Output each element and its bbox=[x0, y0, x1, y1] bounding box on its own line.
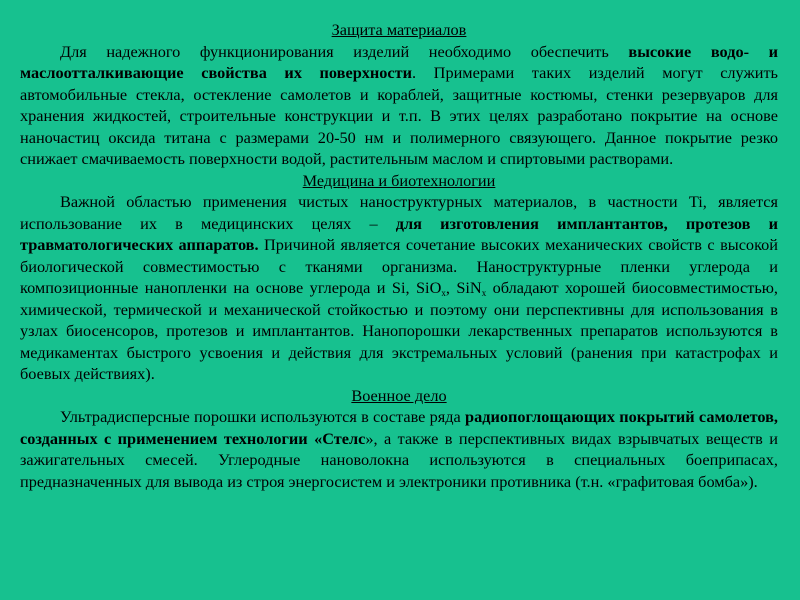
text-run: Ультрадисперсные порошки используются в составе ряда bbox=[60, 407, 466, 426]
section-heading-materials-protection: Защита материалов bbox=[331, 20, 467, 39]
text-run: . Примерами таких изделий могут служить автомобильные стекла, остекление самолетов и кораблей, защитные костюмы, стенки резервуаров для хранения жидкостей, строительные конструкции и т.п. В этих целях разработано покрытие на основе наночастиц оксида титана с размерами 20-50 нм и полимерного связующего. Данное покрытие резко снижает смачиваемость поверхности водой, растительным маслом и спиртовыми растворами. bbox=[20, 63, 778, 168]
text-run: , SiN bbox=[445, 278, 482, 297]
paragraph-military bbox=[20, 406, 778, 492]
subscript-x: x bbox=[481, 288, 487, 298]
bold-text-run: высокие водо- и маслоотталкивающие свойства их поверхности bbox=[20, 41, 778, 82]
slide-content bbox=[20, 19, 778, 492]
text-run: обладают хорошей биосовместимостью, химической, термической и механической стойкостью и поэтому они перспективны для использования в узлах биосенсоров, протезов и имплантантов. Нанопорошки лекарственных препаратов используются в медикаментах быстрого усвоения и действия для экстремальных условий (ранения при катастрофах и боевых действиях). bbox=[20, 278, 779, 383]
text-run: Причиной является сочетание высоких механических свойств с высокой биологической совместимостью с тканями организма. Наноструктурные пленки углерода и композиционные нанопленки на основе углерода и Si, SiO bbox=[20, 235, 778, 297]
subscript-x: x bbox=[441, 288, 446, 298]
paragraph-medicine bbox=[20, 191, 778, 385]
section-heading-medicine: Медицина и биотехнологии bbox=[302, 170, 496, 190]
bold-text-run: радиопоглощающих покрытий самолетов, созданных с применением технологии «Стелс bbox=[20, 407, 778, 448]
text-run: Для надежного функционирования изделий необходимо обеспечить bbox=[60, 41, 629, 61]
section-heading-military: Военное дело bbox=[351, 385, 447, 405]
text-run: Важной областью применения чистых наноструктурных материалов, в частности Ti, является использование их в медицинских целях – bbox=[20, 192, 778, 233]
text-run: », а также в перспективных видах взрывчатых веществ и зажигательных смесей. Углеродные нановолокна используются в специальных боеприпасах, предназначенных для вывода из строя энергосистем и электроники противника (т.н. «графитовая бомба»). bbox=[20, 428, 778, 491]
bold-text-run: для изготовления имплантантов, протезов и травматологических аппаратов. bbox=[20, 213, 778, 254]
paragraph-materials-protection bbox=[20, 41, 778, 170]
